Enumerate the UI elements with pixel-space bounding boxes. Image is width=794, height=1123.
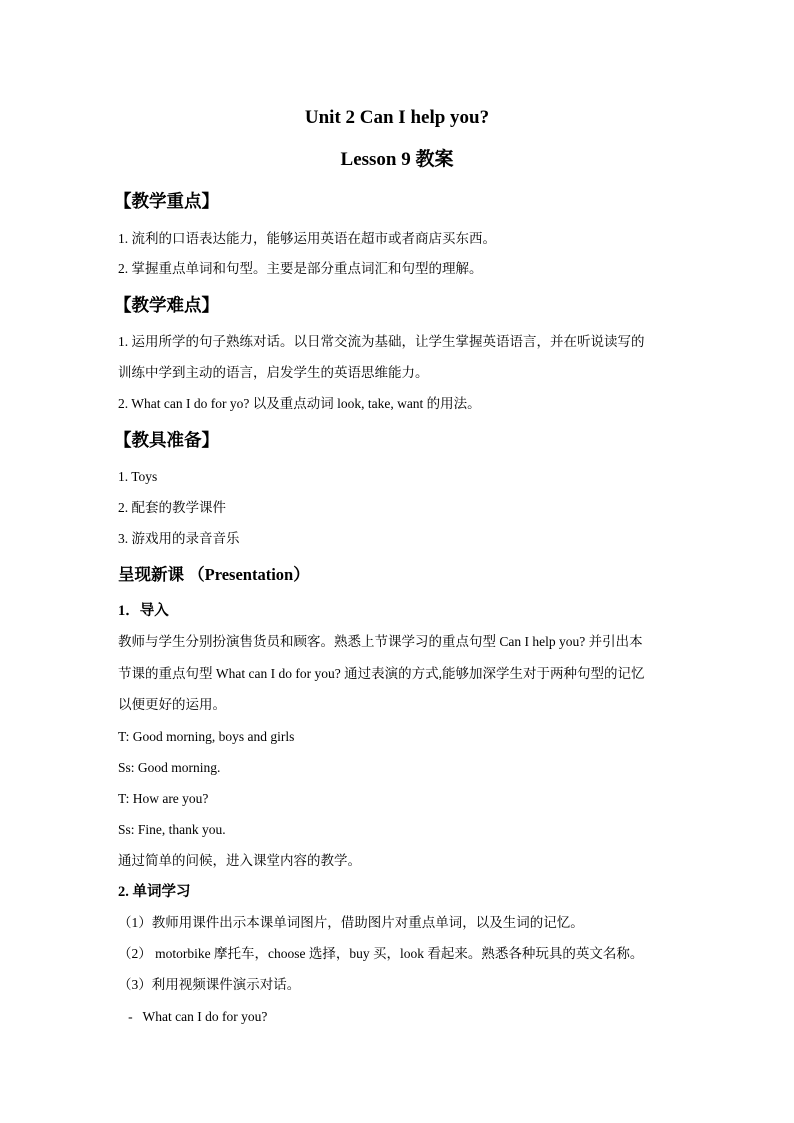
- dialogue-line: T: Good morning, boys and girls: [118, 729, 295, 744]
- document-title: Unit 2 Can I help you?: [304, 107, 490, 128]
- difficulty-item: 2. What can I do for yo? 以及重点动词 look, take, want 的用法。: [118, 396, 481, 411]
- section-heading-presentation: 呈现新课 （Presentation）: [118, 565, 310, 584]
- difficulty-item-line: 训练中学到主动的语言，启发学生的英语思维能力。: [118, 365, 429, 380]
- section-heading-difficulties: 【教学难点】: [114, 295, 219, 315]
- subheading-intro: 1．导入: [118, 603, 169, 619]
- dialogue-line: Ss: Fine, thank you.: [118, 822, 226, 837]
- intro-paragraph-line: 以便更好的运用。: [118, 697, 226, 712]
- material-item: 1. Toys: [118, 469, 158, 484]
- document-subtitle: Lesson 9 教案: [340, 149, 454, 170]
- key-point-item: 1. 流利的口语表达能力，能够运用英语在超市或者商店买东西。: [118, 231, 496, 246]
- intro-closing: 通过简单的问候，进入课堂内容的教学。: [118, 853, 361, 868]
- key-point-item: 2. 掌握重点单词和句型。主要是部分重点词汇和句型的理解。: [118, 261, 483, 276]
- section-heading-materials: 【教具准备】: [114, 430, 219, 450]
- intro-paragraph-line: 教师与学生分别扮演售货员和顾客。熟悉上节课学习的重点句型 Can I help you? 并引出本: [118, 634, 643, 649]
- dialogue-dash-line: - What can I do for you?: [118, 1009, 268, 1024]
- material-item: 2. 配套的教学课件: [118, 500, 226, 515]
- dialogue-line: T: How are you?: [118, 791, 209, 806]
- vocab-item: （3）利用视频课件演示对话。: [118, 977, 301, 992]
- intro-paragraph-line: 节课的重点句型 What can I do for you? 通过表演的方式,能够加深学生对于两种句型的记忆: [118, 666, 645, 681]
- difficulty-item-line: 1. 运用所学的句子熟练对话。以日常交流为基础，让学生掌握英语语言，并在听说读写的: [118, 334, 645, 349]
- material-item: 3. 游戏用的录音音乐: [118, 531, 240, 546]
- section-heading-key-points: 【教学重点】: [114, 191, 219, 211]
- vocab-item: （2） motorbike 摩托车，choose 选择，buy 买，look 看起来。熟悉各种玩具的英文名称。: [118, 946, 644, 961]
- vocab-item: （1）教师用课件出示本课单词图片，借助图片对重点单词，以及生词的记忆。: [118, 915, 584, 930]
- dialogue-line: Ss: Good morning.: [118, 760, 221, 775]
- subheading-vocab: 2. 单词学习: [118, 884, 191, 900]
